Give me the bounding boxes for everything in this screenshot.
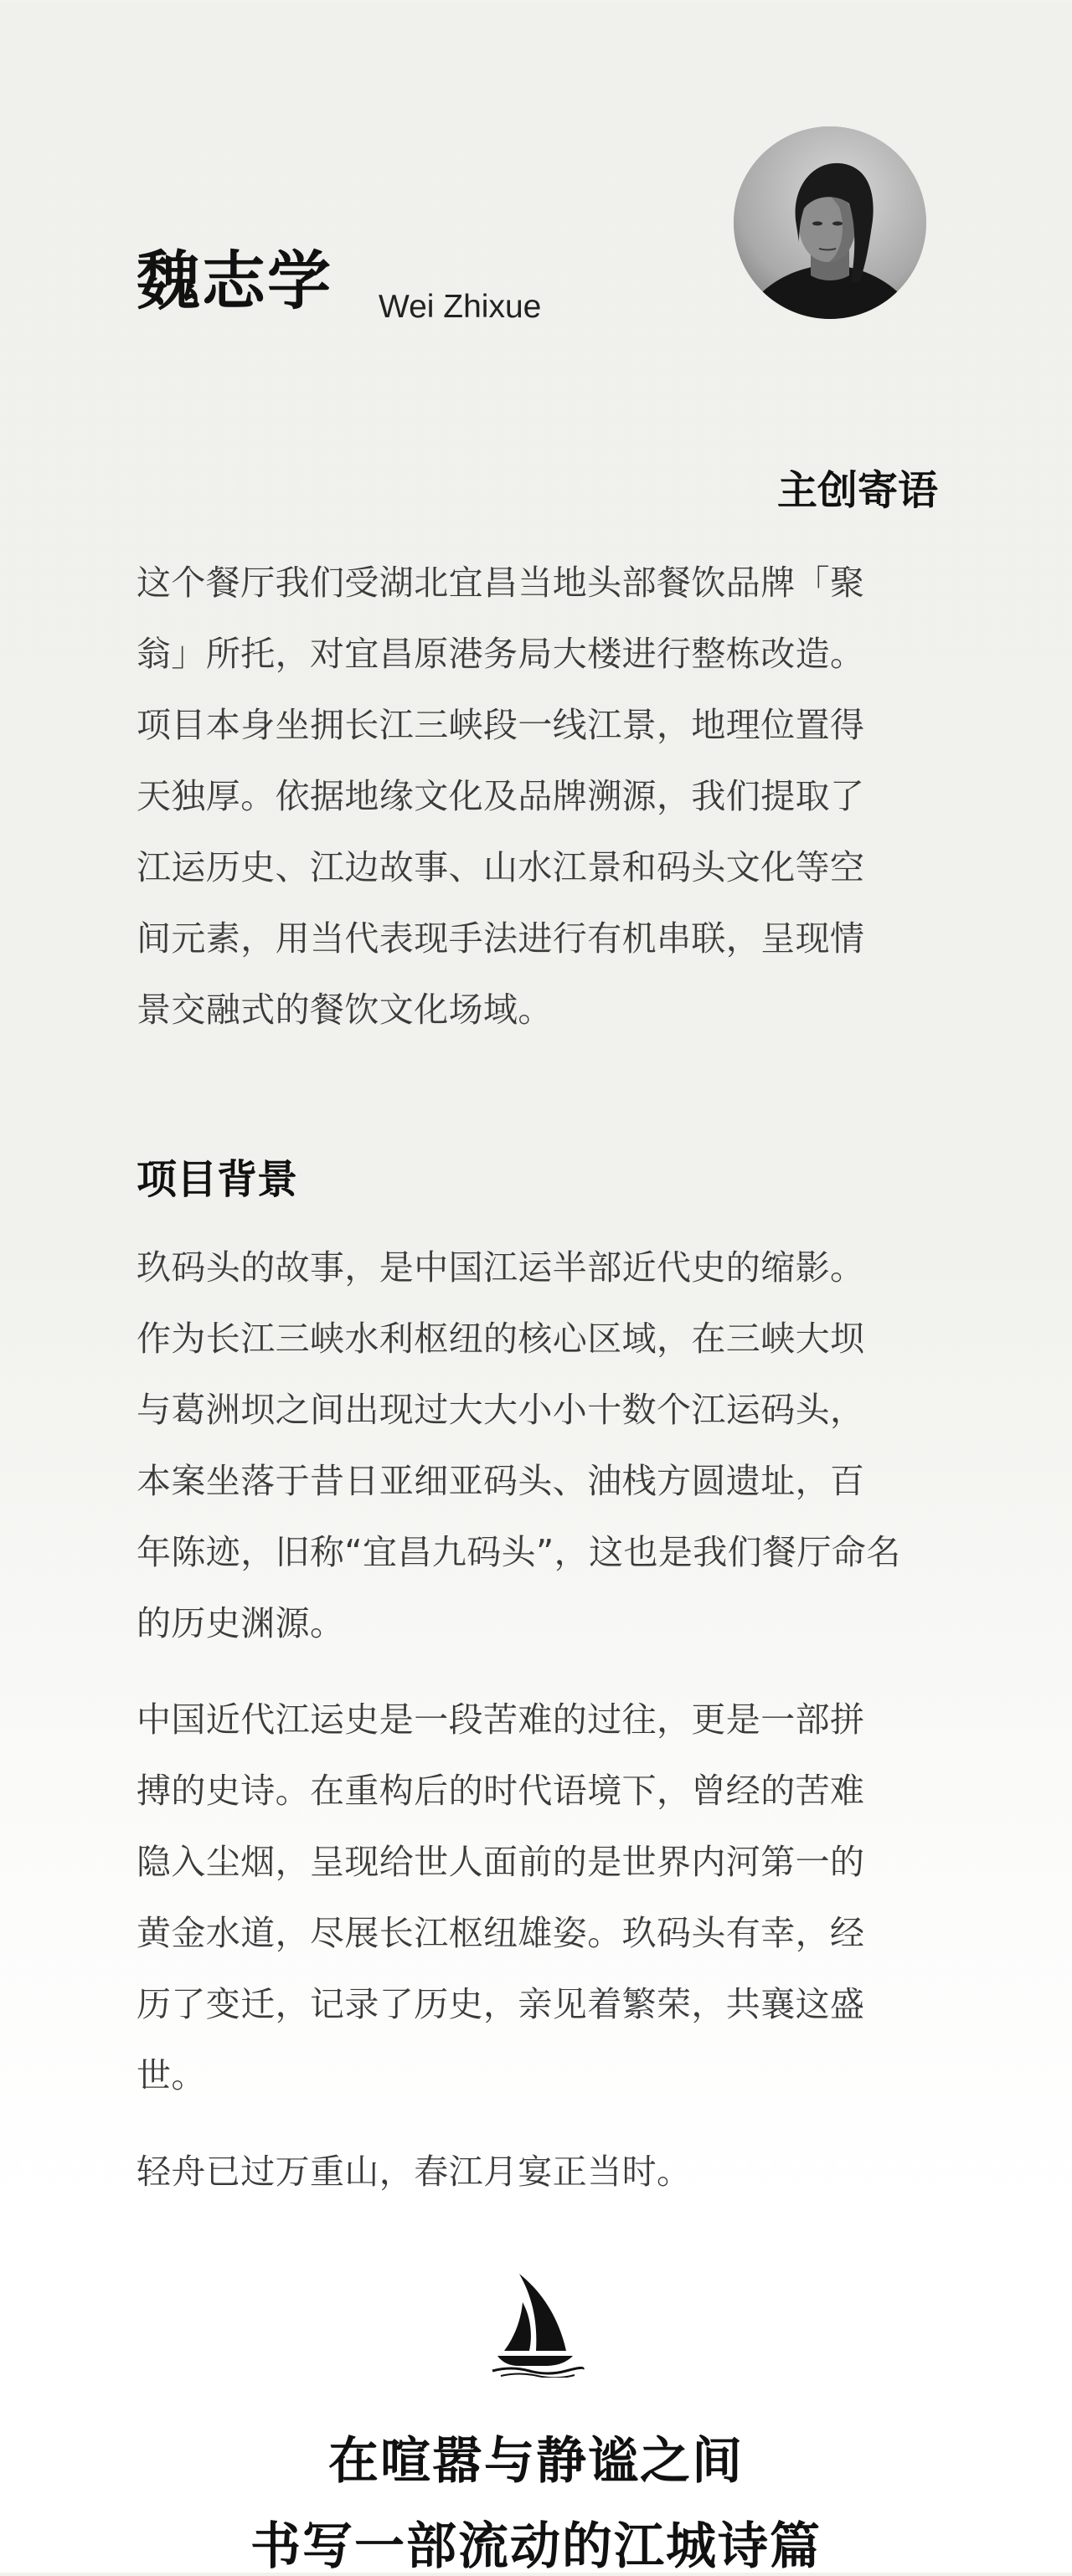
message-line: 江运历史、江边故事、山水江景和码头文化等空 [137, 847, 865, 887]
background-line: 隐入尘烟，呈现给世人面前的是世界内河第一的 [137, 1842, 865, 1882]
slogan-line-1: 在喧嚣与静谧之间 [328, 2432, 744, 2491]
message-paragraph [137, 548, 939, 1046]
designer-avatar [734, 126, 926, 319]
background-line: 玖码头的故事，是中国江运半部近代史的缩影。 [137, 1247, 865, 1288]
message-line: 景交融式的餐饮文化场域。 [137, 990, 553, 1030]
message-line: 天独厚。依据地缘文化及品牌溯源，我们提取了 [137, 776, 865, 816]
message-line: 这个餐厅我们受湖北宜昌当地头部餐饮品牌「聚 [137, 563, 865, 603]
designer-name-en: Wei Zhixue [379, 289, 542, 325]
designer-name-cn: 魏志学 [137, 244, 332, 318]
background-line: 的历史渊源。 [137, 1603, 345, 1643]
background-paragraph-3 [137, 2136, 939, 2208]
background-line: 与葛洲坝之间出现过大大小小十数个江运码头， [137, 1390, 865, 1430]
background-line: 轻舟已过万重山，春江月宴正当时。 [137, 2152, 692, 2192]
background-line: 中国近代江运史是一段苦难的过往，更是一部拼 [137, 1699, 865, 1740]
message-line: 间元素，用当代表现手法进行有机串联，呈现情 [137, 918, 865, 959]
background-line: 黄金水道，尽展长江枢纽雄姿。玖码头有幸，经 [137, 1913, 865, 1953]
background-line: 搏的史诗。在重构后的时代语境下，曾经的苦难 [137, 1771, 865, 1811]
background-paragraph-1 [137, 1232, 939, 1659]
message-heading: 主创寄语 [776, 467, 938, 514]
background-paragraph-2 [137, 1684, 939, 2111]
background-line: 世。 [137, 2055, 206, 2095]
background-line: 本案坐落于昔日亚细亚码头、油栈方圆遗址，百 [137, 1461, 865, 1501]
background-line: 作为长江三峡水利枢纽的核心区域，在三峡大坝 [137, 1319, 865, 1359]
message-line: 翁」所托，对宜昌原港务局大楼进行整栋改造。 [137, 634, 865, 674]
message-line: 项目本身坐拥长江三峡段一线江景，地理位置得 [137, 705, 865, 745]
background-heading: 项目背景 [137, 1156, 298, 1203]
slogan-line-2: 书写一部流动的江城诗篇 [250, 2517, 822, 2576]
sailboat-logo-icon [486, 2269, 586, 2378]
background-line: 年陈迹，旧称“宜昌九码头”，这也是我们餐厅命名 [137, 1532, 901, 1572]
background-line: 历了变迁，记录了历史，亲见着繁荣，共襄这盛 [137, 1984, 865, 2024]
